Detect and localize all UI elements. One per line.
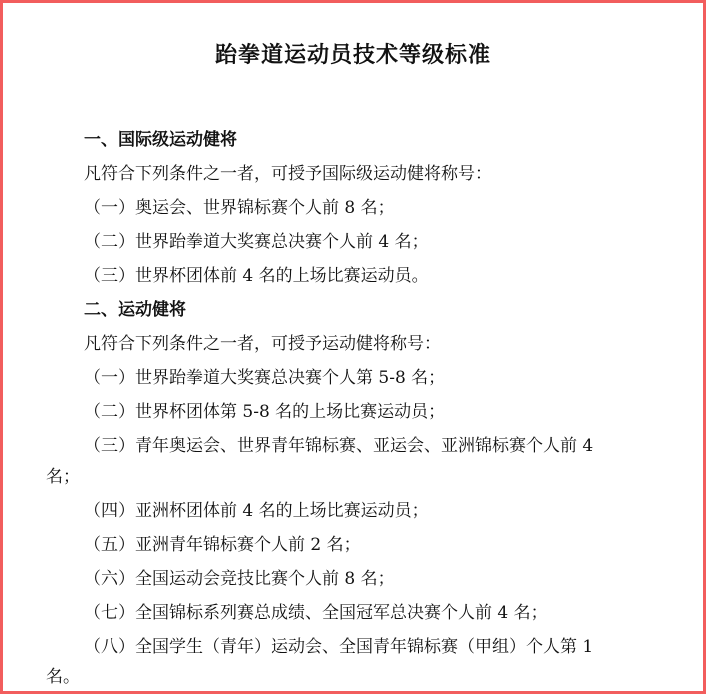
list-item-continuation: 名；: [46, 467, 80, 487]
list-item: （四）亚洲杯团体前 4 名的上场比赛运动员；: [84, 501, 429, 521]
document-page: [3, 3, 703, 691]
list-item: （六）全国运动会竞技比赛个人前 8 名；: [84, 569, 395, 589]
list-item: （三）世界杯团体前 4 名的上场比赛运动员。: [84, 266, 429, 286]
page-title: 跆拳道运动员技术等级标准: [214, 42, 491, 68]
section-intro: 凡符合下列条件之一者，可授予国际级运动健将称号：: [84, 164, 492, 184]
list-item-continuation: 名。: [46, 667, 80, 687]
list-item: （一）世界跆拳道大奖赛总决赛个人第 5-8 名；: [84, 368, 446, 388]
section-intro: 凡符合下列条件之一者，可授予运动健将称号：: [84, 334, 441, 354]
list-item: （二）世界跆拳道大奖赛总决赛个人前 4 名；: [84, 232, 429, 252]
section-heading: 二、运动健将: [84, 300, 186, 320]
list-item: （八）全国学生（青年）运动会、全国青年锦标赛（甲组）个人第 1: [84, 637, 594, 657]
list-item: （五）亚洲青年锦标赛个人前 2 名；: [84, 535, 361, 555]
list-item: （三）青年奥运会、世界青年锦标赛、亚运会、亚洲锦标赛个人前 4: [84, 436, 594, 456]
list-item: （一）奥运会、世界锦标赛个人前 8 名；: [84, 198, 395, 218]
section-heading: 一、国际级运动健将: [84, 130, 237, 150]
list-item: （七）全国锦标系列赛总成绩、全国冠军总决赛个人前 4 名；: [84, 603, 548, 623]
list-item: （二）世界杯团体第 5-8 名的上场比赛运动员；: [84, 402, 446, 422]
